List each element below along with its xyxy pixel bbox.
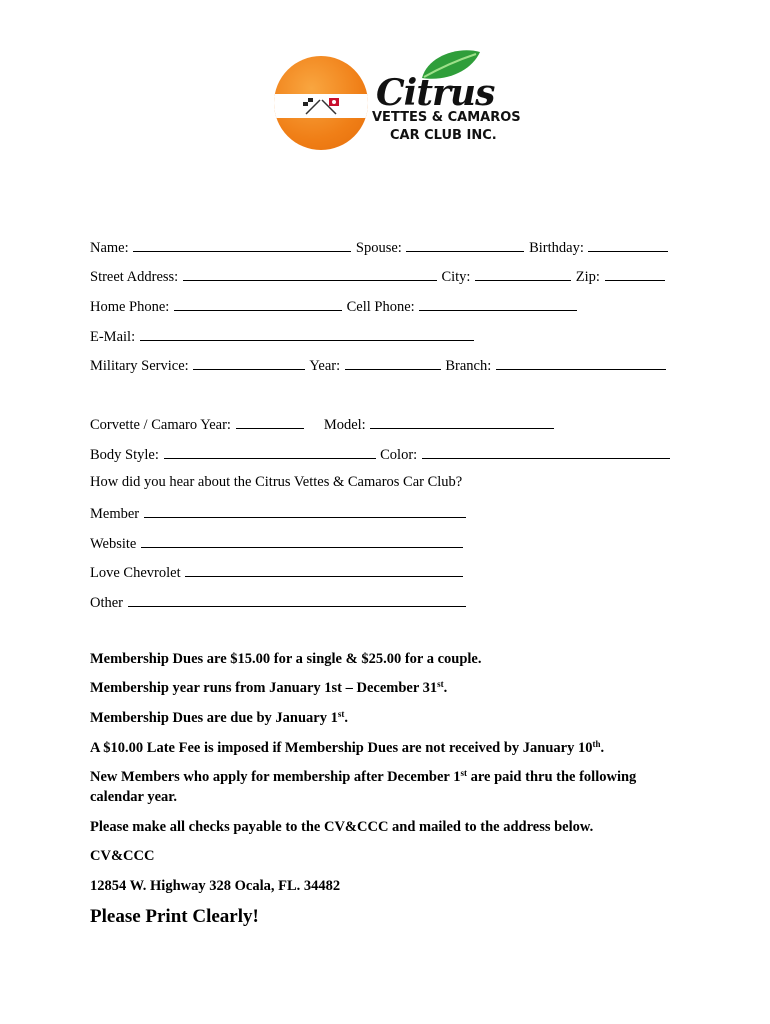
email-field[interactable] xyxy=(140,326,474,341)
row-name xyxy=(90,237,669,257)
birthday-field[interactable] xyxy=(588,237,668,252)
zip-field[interactable] xyxy=(605,266,665,281)
row-body xyxy=(90,444,671,464)
spouse-field[interactable] xyxy=(406,237,524,252)
military-year-field[interactable] xyxy=(345,355,441,370)
city-field[interactable] xyxy=(475,266,571,281)
name-label: Name: xyxy=(90,240,129,256)
color-label: Color: xyxy=(380,447,418,463)
color-field[interactable] xyxy=(422,444,670,459)
street-label: Street Address: xyxy=(90,269,179,285)
car-year-label: Corvette / Camaro Year: xyxy=(90,417,231,433)
row-email xyxy=(90,326,475,346)
car-year-field[interactable] xyxy=(236,414,304,429)
spouse-label: Spouse: xyxy=(355,240,402,256)
model-label: Model: xyxy=(323,417,366,433)
print-clearly-note: Please Print Clearly! xyxy=(90,906,259,927)
due-by-info: Membership Dues are due by January 1st. xyxy=(90,709,348,726)
row-other xyxy=(90,592,467,612)
new-members-info: New Members who apply for membership after December 1st are paid thru the following xyxy=(90,768,637,785)
logo-line-1: VETTES & CAMAROS xyxy=(372,110,521,125)
logo-brand-text: Citrus xyxy=(376,72,495,114)
zip-label: Zip: xyxy=(575,269,600,285)
mailing-address: 12854 W. Highway 328 Ocala, FL. 34482 xyxy=(90,878,341,894)
crossed-flags-icon xyxy=(300,96,342,116)
branch-label: Branch: xyxy=(445,358,492,374)
cell-phone-field[interactable] xyxy=(419,296,577,311)
orange-emblem xyxy=(274,56,368,150)
love-chevrolet-field[interactable] xyxy=(185,562,463,577)
city-label: City: xyxy=(441,269,471,285)
cell-phone-label: Cell Phone: xyxy=(346,299,415,315)
body-style-field[interactable] xyxy=(164,444,376,459)
row-love-chevrolet xyxy=(90,562,464,582)
birthday-label: Birthday: xyxy=(529,240,584,256)
home-phone-label: Home Phone: xyxy=(90,299,170,315)
row-military xyxy=(90,355,667,375)
club-logo xyxy=(272,48,522,152)
military-year-label: Year: xyxy=(309,358,341,374)
website-label: Website xyxy=(90,536,137,552)
late-fee-info: A $10.00 Late Fee is imposed if Membership Dues are not received by January 10th. xyxy=(90,739,605,756)
row-address xyxy=(90,266,666,286)
new-members-info-2: calendar year. xyxy=(90,789,177,805)
row-website xyxy=(90,533,464,553)
row-member xyxy=(90,503,467,523)
logo-line-2: CAR CLUB INC. xyxy=(390,128,497,143)
email-label: E-Mail: xyxy=(90,329,136,345)
name-field[interactable] xyxy=(133,237,351,252)
referral-question: How did you hear about the Citrus Vettes & Camaros Car Club? xyxy=(90,474,463,490)
branch-field[interactable] xyxy=(496,355,666,370)
row-car xyxy=(90,414,555,434)
other-label: Other xyxy=(90,595,124,611)
love-chevrolet-label: Love Chevrolet xyxy=(90,565,181,581)
home-phone-field[interactable] xyxy=(174,296,342,311)
checks-info: Please make all checks payable to the CV&CCC and mailed to the address below. xyxy=(90,819,594,835)
military-label: Military Service: xyxy=(90,358,189,374)
street-field[interactable] xyxy=(183,266,437,281)
model-field[interactable] xyxy=(370,414,554,429)
website-field[interactable] xyxy=(141,533,463,548)
member-field[interactable] xyxy=(144,503,466,518)
military-field[interactable] xyxy=(193,355,305,370)
body-style-label: Body Style: xyxy=(90,447,159,463)
member-label: Member xyxy=(90,506,140,522)
other-field[interactable] xyxy=(128,592,466,607)
row-phone xyxy=(90,296,578,316)
year-runs-info: Membership year runs from January 1st – December 31st. xyxy=(90,679,448,696)
dues-info: Membership Dues are $15.00 for a single & $25.00 for a couple. xyxy=(90,651,482,667)
org-name: CV&CCC xyxy=(90,848,155,864)
